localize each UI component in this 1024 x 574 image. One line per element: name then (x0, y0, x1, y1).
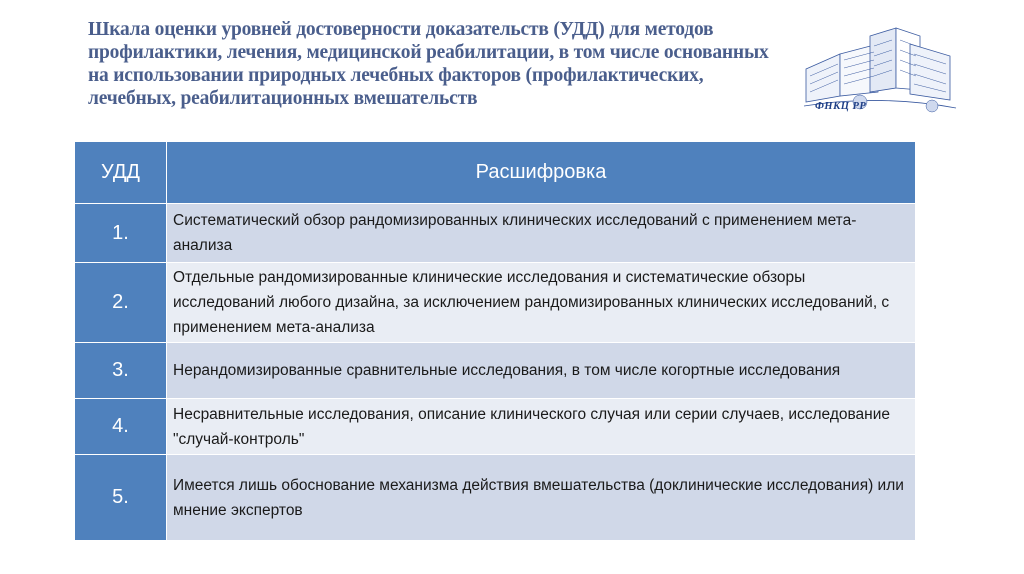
row-level: 5. (75, 455, 167, 541)
row-level: 4. (75, 399, 167, 455)
row-description: Отдельные рандомизированные клинические исследования и систематические обзоры исследований любого дизайна, за исключением рандомизированных клинических исследований, с применением мета-анализа (167, 263, 916, 343)
row-description: Систематический обзор рандомизированных клинических исследований с применением мета-анализа (167, 204, 916, 263)
table-header-row (75, 142, 916, 204)
table-row (75, 343, 916, 399)
table-row (75, 204, 916, 263)
page-title: Шкала оценки уровней достоверности доказательств (УДД) для методов профилактики, лечения, медицинской реабилитации, в том числе основанных на использовании природных лечебных факторов (профилактических, лечебных, реабилитационных вмешательств (88, 19, 769, 109)
table-row (75, 263, 916, 343)
header-description: Расшифровка (167, 142, 916, 204)
logo-text: ФНКЦ РР (815, 101, 867, 112)
udd-table (74, 141, 916, 541)
row-description: Нерандомизированные сравнительные исследования, в том числе когортные исследования (167, 343, 916, 399)
row-level: 3. (75, 343, 167, 399)
row-description: Имеется лишь обоснование механизма действия вмешательства (доклинические исследования) или мнение экспертов (167, 455, 916, 541)
row-description: Несравнительные исследования, описание клинического случая или серии случаев, исследование "случай-контроль" (167, 399, 916, 455)
row-level: 1. (75, 204, 167, 263)
table-row (75, 399, 916, 455)
table-row (75, 455, 916, 541)
row-level: 2. (75, 263, 167, 343)
header-udd: УДД (75, 142, 167, 204)
